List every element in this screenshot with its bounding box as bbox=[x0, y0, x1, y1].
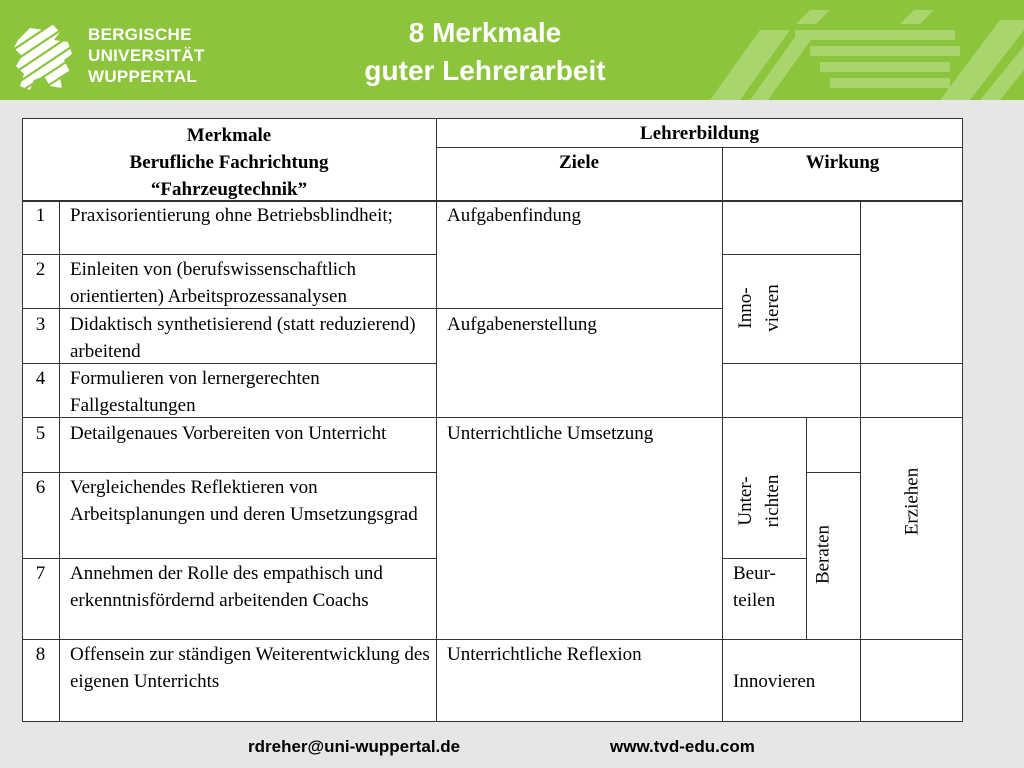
grid-line bbox=[860, 200, 861, 722]
grid-line bbox=[22, 308, 722, 309]
merkmale-table bbox=[22, 118, 963, 722]
row-text: Einleiten von (berufswissenschaftlich orientierten) Arbeitsprozessanalysen bbox=[70, 259, 356, 307]
grid-line bbox=[22, 472, 436, 473]
row-text: Annehmen der Rolle des empathisch und erkenntnisfördernd arbeitenden Coachs bbox=[70, 563, 383, 611]
row-number: 5 bbox=[35, 423, 46, 444]
grid-line bbox=[806, 417, 807, 639]
grid-line bbox=[436, 118, 437, 722]
wirkung-erziehen-rotated: Erziehen bbox=[901, 467, 923, 536]
row-number: 8 bbox=[35, 644, 46, 665]
grid-line bbox=[22, 118, 23, 722]
row-text: Detailgenaues Vorbereiten von Unterricht bbox=[70, 423, 387, 444]
grid-line bbox=[22, 254, 436, 255]
grid-line bbox=[22, 363, 436, 364]
university-name: BERGISCHE UNIVERSITÄT WUPPERTAL bbox=[88, 25, 205, 86]
grid-line bbox=[962, 118, 963, 722]
row-text: Offensein zur ständigen Weiterentwicklung des eigenen Unterrichts bbox=[70, 644, 430, 692]
row-number: 4 bbox=[35, 368, 46, 389]
header-wirkung: Wirkung bbox=[805, 152, 880, 173]
footer-email[interactable]: rdreher@uni-wuppertal.de bbox=[248, 737, 461, 756]
wirkung-beurteilen: Beur- teilen bbox=[733, 563, 776, 611]
grid-line bbox=[722, 558, 806, 559]
row-number: 1 bbox=[35, 205, 46, 226]
grid-line bbox=[22, 558, 436, 559]
grid-line bbox=[22, 639, 963, 640]
ziel-aufgabenerstellung: Aufgabenerstellung bbox=[447, 314, 597, 335]
row-text: Vergleichendes Reflektieren von Arbeitsplanungen und deren Umsetzungsgrad bbox=[70, 477, 418, 525]
row-text: Didaktisch synthetisierend (statt reduzierend) arbeitend bbox=[70, 314, 416, 362]
footer-website[interactable]: www.tvd-edu.com bbox=[610, 737, 755, 756]
header-lehrerbildung: Lehrerbildung bbox=[640, 123, 759, 144]
wirkung-innovieren-rotated: Inno- vieren bbox=[735, 284, 783, 332]
grid-line bbox=[806, 472, 860, 473]
ziel-umsetzung: Unterrichtliche Umsetzung bbox=[447, 423, 654, 444]
header-ziele: Ziele bbox=[558, 152, 600, 173]
row-number: 7 bbox=[35, 563, 46, 584]
grid-line bbox=[722, 254, 860, 255]
wirkung-unterrichten-rotated: Unter- richten bbox=[735, 474, 783, 528]
wirkung-innovieren: Innovieren bbox=[733, 671, 816, 692]
grid-line bbox=[22, 417, 963, 418]
header-bar bbox=[0, 0, 1024, 100]
ziel-aufgabenfindung: Aufgabenfindung bbox=[447, 205, 582, 226]
row-number: 3 bbox=[35, 314, 46, 335]
grid-line bbox=[722, 363, 963, 364]
decorative-stripes-icon bbox=[700, 10, 1024, 100]
row-number: 6 bbox=[35, 477, 46, 498]
grid-line bbox=[22, 721, 963, 722]
university-lion-logo-icon bbox=[10, 20, 80, 92]
grid-line bbox=[722, 147, 723, 722]
ziel-reflexion: Unterrichtliche Reflexion bbox=[447, 644, 642, 665]
grid-line bbox=[59, 200, 60, 722]
row-number: 2 bbox=[35, 259, 46, 280]
grid-line bbox=[22, 118, 963, 119]
grid-line bbox=[436, 147, 963, 148]
row-text: Formulieren von lernergerechten Fallgestaltungen bbox=[70, 368, 320, 416]
grid-line bbox=[22, 200, 963, 202]
wirkung-beraten-rotated: Beraten bbox=[812, 524, 834, 585]
header-merkmale: Merkmale Berufliche Fachrichtung “Fahrzeugtechnik” bbox=[129, 125, 329, 200]
row-text: Praxisorientierung ohne Betriebsblindheit; bbox=[70, 205, 393, 226]
page-title: 8 Merkmale guter Lehrerarbeit bbox=[364, 17, 606, 86]
